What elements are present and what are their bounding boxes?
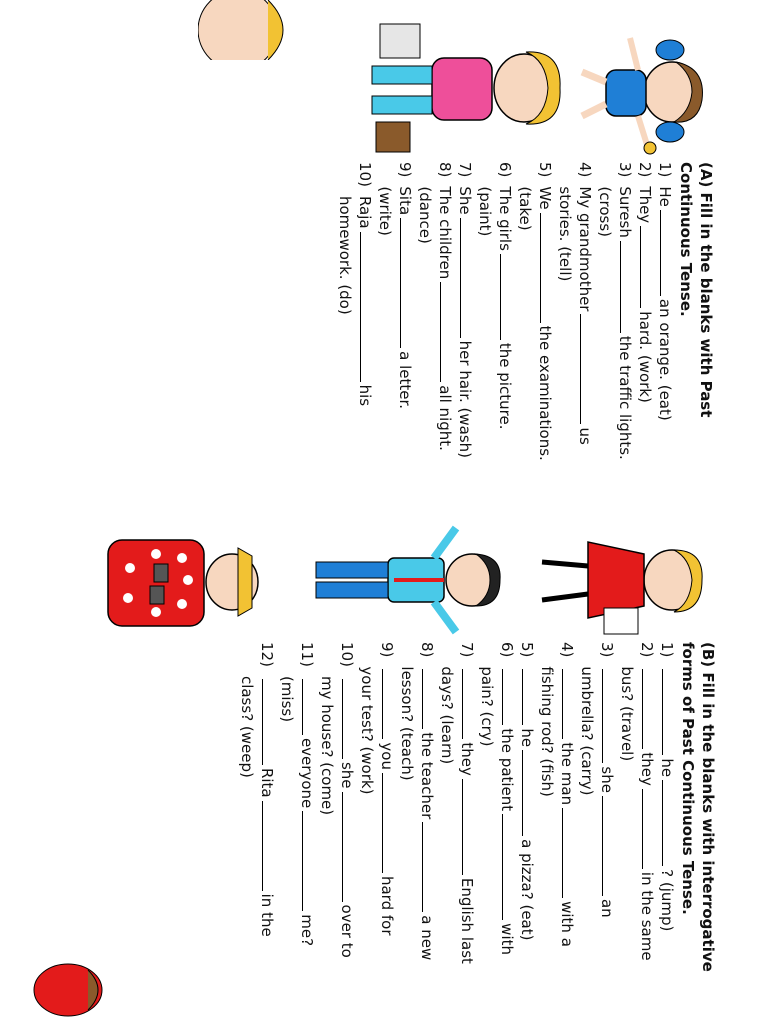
answer-blank[interactable] bbox=[562, 808, 564, 898]
answer-blank[interactable] bbox=[440, 282, 442, 382]
list-item: 4) My grandmotherus stories. (tell) bbox=[556, 162, 594, 445]
answer-blank[interactable] bbox=[262, 801, 264, 891]
list-item: 1) Hean orange. (eat) bbox=[656, 162, 674, 421]
man-blue-shirt-illustration bbox=[286, 520, 506, 640]
list-item: 8) the teachera new lesson? (teach) bbox=[398, 642, 436, 961]
answer-blank[interactable] bbox=[342, 679, 344, 759]
tourist-illustration bbox=[98, 518, 268, 648]
answer-blank[interactable] bbox=[302, 811, 304, 911]
partial-figure-illustration bbox=[28, 960, 128, 1020]
answer-blank[interactable] bbox=[602, 796, 604, 896]
list-item: 2) theyin the same bus? (travel) bbox=[618, 642, 656, 961]
list-item: 12) Ritain the class? (weep) bbox=[238, 642, 276, 937]
partial-face-illustration bbox=[198, 0, 298, 60]
section-b-title: (B) Fill in the blanks with interrogative forms of Past Continuous Tense. bbox=[679, 642, 717, 972]
list-item: 2) Theyhard. (work) bbox=[636, 162, 654, 403]
answer-blank[interactable] bbox=[262, 679, 264, 765]
answer-blank[interactable] bbox=[540, 213, 542, 323]
answer-blank[interactable] bbox=[642, 789, 644, 869]
list-item: 7) theyEnglish last days? (learn) bbox=[438, 642, 476, 964]
answer-blank[interactable] bbox=[602, 669, 604, 763]
list-item: 4) the manwith a fishing rod? (fish) bbox=[538, 642, 576, 947]
answer-blank[interactable] bbox=[522, 669, 524, 725]
list-item: 1) he? (jump) bbox=[658, 642, 676, 932]
girl-red-dress-illustration bbox=[528, 520, 708, 640]
answer-blank[interactable] bbox=[660, 210, 662, 296]
answer-blank[interactable] bbox=[342, 792, 344, 902]
answer-blank[interactable] bbox=[580, 314, 582, 424]
list-item: 6) the patientwith pain? (cry) bbox=[478, 642, 516, 955]
answer-blank[interactable] bbox=[460, 218, 462, 338]
answer-blank[interactable] bbox=[642, 669, 644, 749]
answer-blank[interactable] bbox=[502, 669, 504, 725]
answer-blank[interactable] bbox=[422, 822, 424, 912]
girl-with-bag-illustration bbox=[350, 18, 570, 158]
list-item: 5) Wethe examinations. (take) bbox=[516, 162, 554, 461]
list-item: 9) youhard for your test? (work) bbox=[358, 642, 396, 936]
answer-blank[interactable] bbox=[500, 254, 502, 340]
answer-blank[interactable] bbox=[400, 218, 402, 348]
list-item: 3) shean umbrella? (carry) bbox=[578, 642, 616, 918]
list-item: 10) Rajahis homework. (do) bbox=[336, 162, 374, 407]
answer-blank[interactable] bbox=[640, 226, 642, 308]
list-item: 10) sheover to my house? (come) bbox=[318, 642, 356, 958]
list-item: 7) Sheher hair. (wash) bbox=[456, 162, 474, 459]
list-item: 11) everyoneme? (miss) bbox=[278, 642, 316, 947]
list-item: 6) The girlsthe picture. (paint) bbox=[476, 162, 514, 430]
section-a bbox=[335, 162, 716, 462]
answer-blank[interactable] bbox=[422, 669, 424, 729]
answer-blank[interactable] bbox=[522, 750, 524, 836]
answer-blank[interactable] bbox=[360, 232, 362, 382]
answer-blank[interactable] bbox=[302, 679, 304, 735]
list-item: 5) hea pizza? (eat) bbox=[518, 642, 536, 941]
section-b bbox=[237, 642, 718, 972]
list-item: 3) Sureshthe traffic lights. (cross) bbox=[596, 162, 634, 460]
answer-blank[interactable] bbox=[382, 669, 384, 739]
section-a-title: (A) Fill in the blanks with Past Continuous Tense. bbox=[677, 162, 715, 418]
answer-blank[interactable] bbox=[562, 669, 564, 739]
answer-blank[interactable] bbox=[382, 773, 384, 873]
answer-blank[interactable] bbox=[620, 241, 622, 333]
list-item: 8) The childrenall night. (dance) bbox=[416, 162, 454, 451]
answer-blank[interactable] bbox=[662, 669, 664, 755]
answer-blank[interactable] bbox=[502, 814, 504, 920]
list-item: 9) Sitaa letter. (write) bbox=[376, 162, 414, 410]
answer-blank[interactable] bbox=[462, 669, 464, 739]
answer-blank[interactable] bbox=[462, 779, 464, 875]
jumping-girl-illustration bbox=[578, 20, 708, 160]
answer-blank[interactable] bbox=[662, 780, 664, 866]
